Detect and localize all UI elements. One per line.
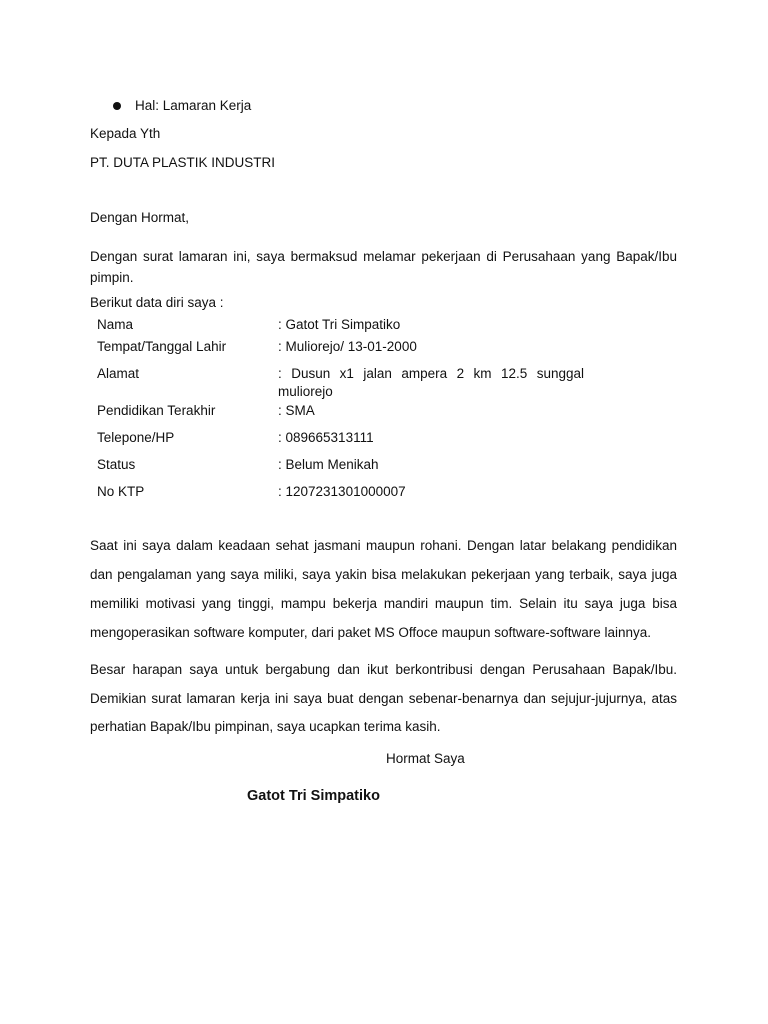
signature-name: Gatot Tri Simpatiko [247, 788, 380, 804]
recipient-company: PT. DUTA PLASTIK INDUSTRI [90, 155, 276, 170]
data-label-ttl: Tempat/Tanggal Lahir [97, 339, 227, 354]
data-intro: Berikut data diri saya : [90, 295, 224, 310]
data-label-ktp: No KTP [97, 484, 145, 499]
data-label-nama: Nama [97, 317, 134, 332]
data-label-telepon: Telepone/HP [97, 430, 175, 445]
data-label-alamat: Alamat [97, 366, 140, 381]
greeting: Dengan Hormat, [90, 210, 190, 225]
data-value-pendidikan: : SMA [278, 403, 315, 418]
body-line: Besar harapan saya untuk bergabung dan ikut berkontribusi dengan Perusahaan Bapak/Ibu. [90, 662, 677, 677]
body-line: mengoperasikan software komputer, dari paket MS Offoce maupun software-software lainnya. [90, 625, 652, 640]
data-label-status: Status [97, 457, 136, 472]
body-paragraph-1 [90, 531, 677, 647]
intro-line: pimpin. [90, 270, 134, 285]
data-value-nama: : Gatot Tri Simpatiko [278, 317, 401, 332]
data-label-pendidikan: Pendidikan Terakhir [97, 403, 216, 418]
bullet-icon [113, 102, 121, 110]
intro-line: Dengan surat lamaran ini, saya bermaksud melamar pekerjaan di Perusahaan yang Bapak/Ibu [90, 249, 677, 264]
body-line: perhatian Bapak/Ibu pimpinan, saya ucapkan terima kasih. [90, 719, 441, 734]
recipient-line-1: Kepada Yth [90, 126, 161, 141]
subject-line: Hal: Lamaran Kerja [135, 98, 252, 113]
body-line: dan pengalaman yang saya miliki, saya yakin bisa melakukan pekerjaan yang terbaik, saya juga [90, 567, 677, 582]
data-value-telepon: : 089665313111 [278, 430, 374, 445]
data-value-alamat [278, 365, 584, 401]
data-value-status: : Belum Menikah [278, 457, 379, 472]
alamat-line-1: : Dusun x1 jalan ampera 2 km 12.5 sunggal [278, 366, 584, 381]
data-value-ktp: : 1207231301000007 [278, 484, 406, 499]
body-line: memiliki motivasi yang tinggi, mampu bekerja mandiri maupun tim. Selain itu saya juga bisa [90, 596, 677, 611]
data-value-ttl: : Muliorejo/ 13-01-2000 [278, 339, 417, 354]
intro-paragraph [90, 246, 677, 288]
alamat-line-2: muliorejo [278, 384, 333, 399]
body-line: Demikian surat lamaran kerja ini saya buat dengan sebenar-benarnya dan sejujur-jujurnya, atas [90, 690, 677, 706]
body-line: Saat ini saya dalam keadaan sehat jasmani maupun rohani. Dengan latar belakang pendidikan [90, 538, 677, 553]
closing: Hormat Saya [386, 751, 465, 766]
body-paragraph-2 [90, 656, 677, 742]
